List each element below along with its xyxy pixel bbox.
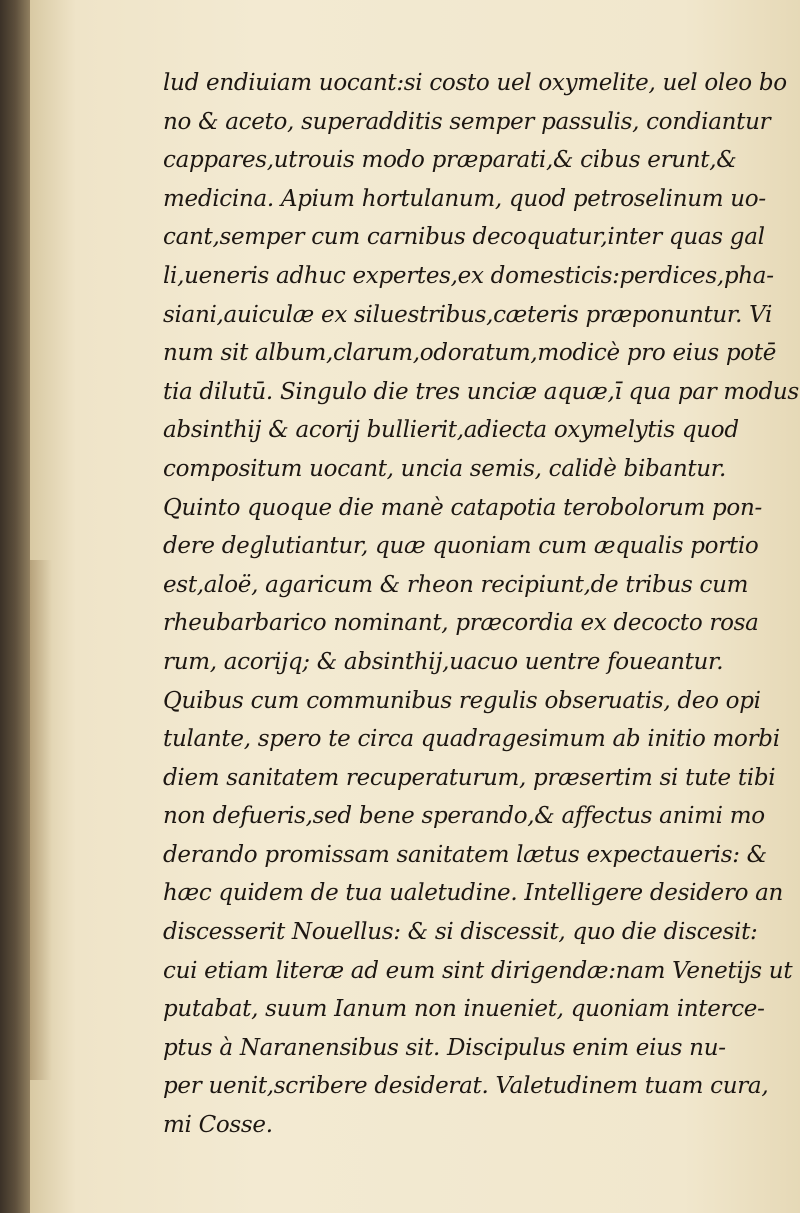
text-line: est,aloë, agaricum & rheon recipiunt,de tribus cum [163, 571, 749, 598]
text-line: num sit album,clarum,odoratum,modicè pro eius potē [163, 340, 777, 367]
text-line: tia dilutū. Singulo die tres unciæ aquæ,ī qua par modus [163, 378, 799, 405]
text-line: Quibus cum communibus regulis obseruatis, deo opi [163, 687, 761, 714]
text-line: li,ueneris adhuc expertes,ex domesticis:perdices,pha- [163, 262, 774, 289]
text-line: hæc quidem de tua ualetudine. Intelligere desidero an [163, 880, 784, 907]
text-line: compositum uocant, uncia semis, calidè bibantur. [163, 455, 726, 482]
text-line: cui etiam literæ ad eum sint dirigendæ:nam Venetijs ut [163, 957, 793, 984]
text-line: rum, acorijq; & absinthij,uacuo uentre foueantur. [163, 648, 724, 675]
text-line: lud endiuiam uocant:si costo uel oxymelite, uel oleo bo [163, 70, 787, 96]
text-line: per uenit,scribere desiderat. Valetudinem tuam cura, [163, 1073, 769, 1100]
page-stain [30, 560, 52, 1080]
text-line: discesserit Nouellus: & si discessit, quo die discesit: [163, 919, 758, 946]
text-line: tulante, spero te circa quadragesimum ab initio morbi [163, 726, 780, 753]
text-line: rheubarbarico nominant, præcordia ex decocto rosa [163, 610, 759, 637]
text-line: cant,semper cum carnibus decoquatur,inter quas gal [163, 224, 765, 251]
text-line: cappares,utrouis modo præparati,& cibus erunt,& [163, 147, 737, 174]
text-line: no & aceto, superadditis semper passulis, condiantur [163, 108, 771, 135]
text-line: diem sanitatem recuperaturum, præsertim si tute tibi [163, 764, 776, 791]
text-line: derando promissam sanitatem lætus expectaueris: & [163, 841, 767, 868]
text-line: ptus à Naranensibus sit. Discipulus enim eius nu- [163, 1034, 726, 1061]
text-line: medicina. Apium hortulanum, quod petroselinum uo- [163, 185, 766, 212]
text-line: dere deglutiantur, quæ quoniam cum æqualis portio [163, 533, 759, 560]
latin-text-body [163, 64, 799, 1145]
text-line: absinthij & acorij bullierit,adiecta oxymelytis quod [163, 417, 739, 444]
text-line: mi Cosse. [163, 1112, 273, 1139]
text-line: Quinto quoque die manè catapotia terobolorum pon- [163, 494, 762, 521]
text-line: siani,auiculæ ex siluestribus,cæteris præponuntur. Vi [163, 301, 773, 328]
text-line: putabat, suum Ianum non inueniet, quoniam interce- [163, 996, 765, 1023]
text-line: non defueris,sed bene sperando,& affectus animi mo [163, 803, 765, 830]
